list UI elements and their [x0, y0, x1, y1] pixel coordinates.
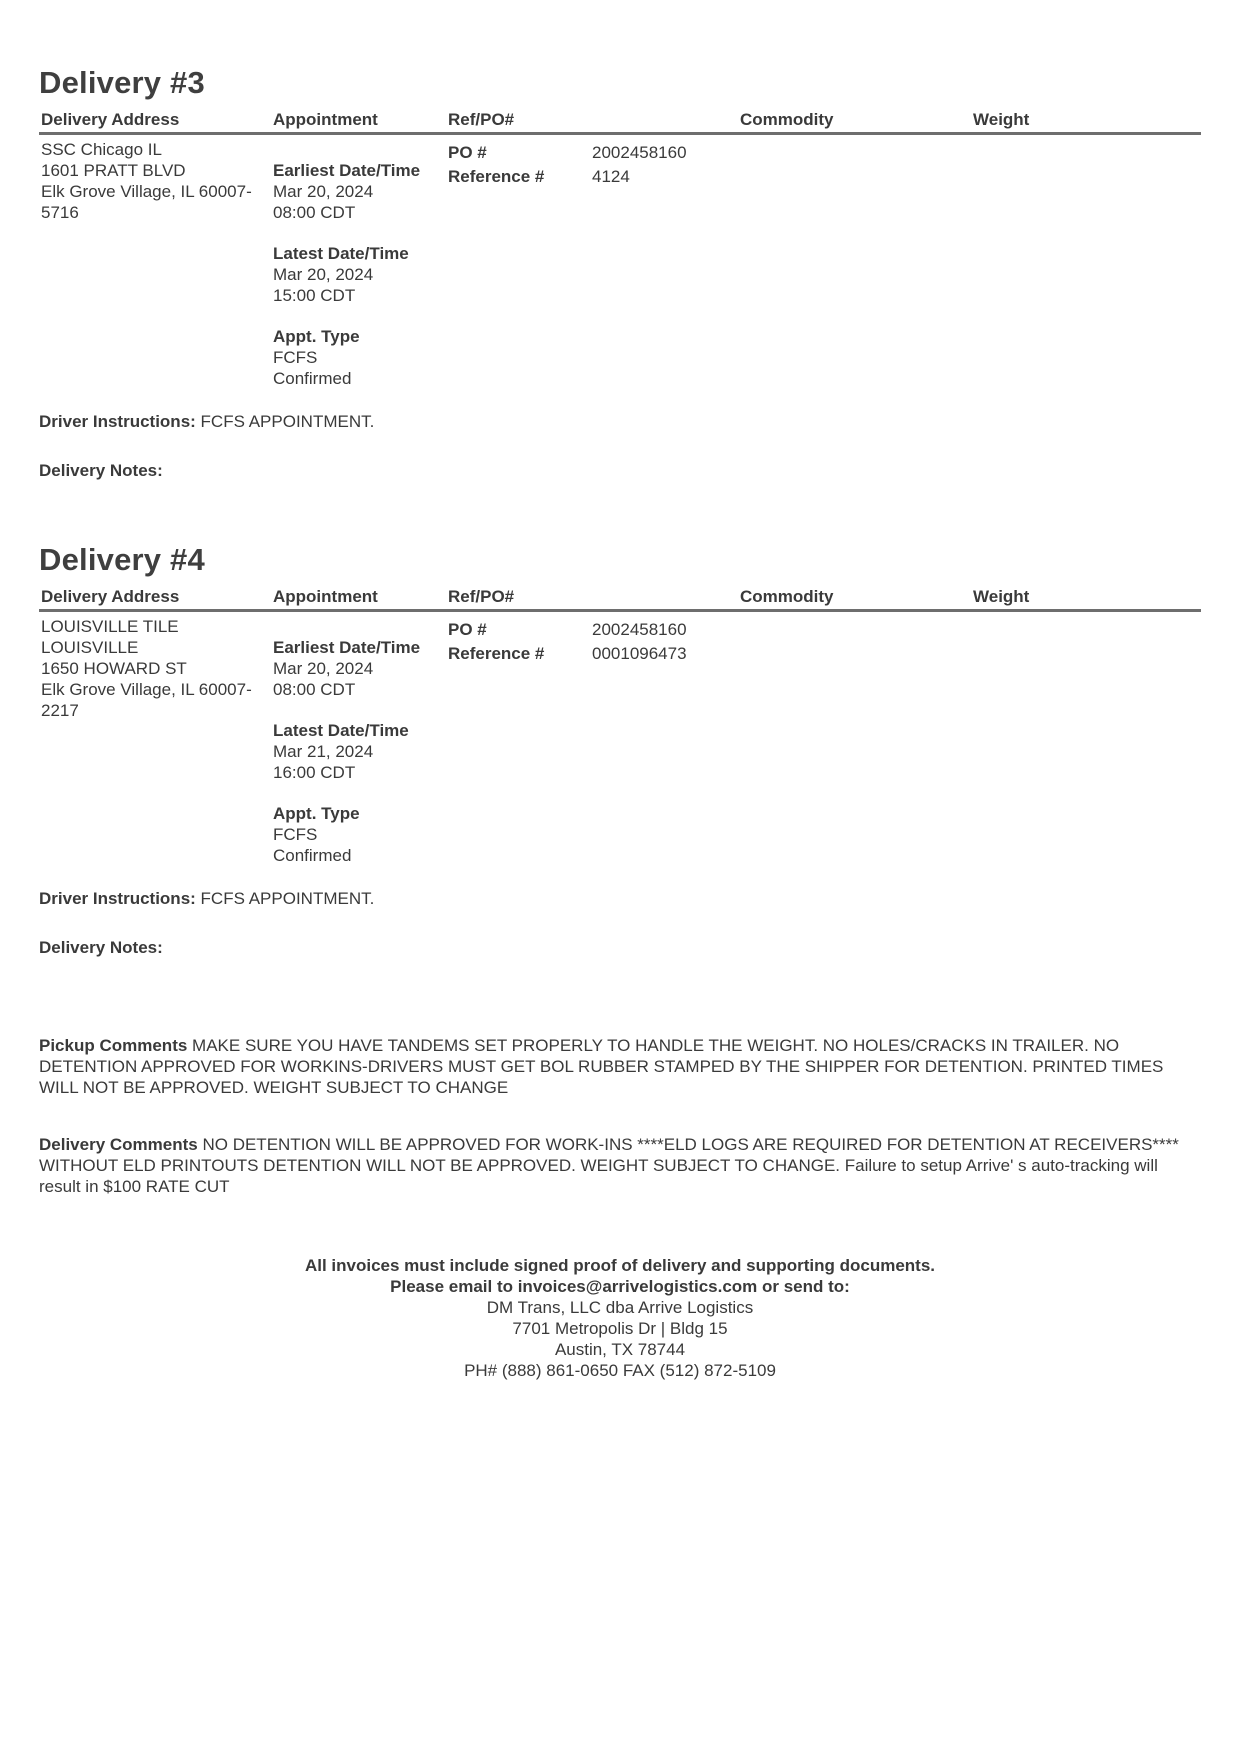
footer-phone: PH# (888) 861-0650 FAX (512) 872-5109 [464, 1361, 776, 1380]
reference-label: Reference # [448, 644, 545, 663]
po-value: 2002458160 [592, 143, 687, 162]
header-weight: Weight [973, 110, 1030, 129]
table-header [39, 106, 1201, 135]
header-commodity: Commodity [740, 110, 834, 129]
appt-type-block [273, 326, 443, 389]
earliest-time: 08:00 CDT [273, 203, 356, 222]
appt-type-label: Appt. Type [273, 327, 360, 346]
delivery-notes-label: Delivery Notes: [39, 938, 163, 957]
appt-type: FCFS [273, 825, 318, 844]
driver-instructions-label: Driver Instructions: [39, 412, 196, 431]
appt-status: Confirmed [273, 369, 352, 388]
delivery-address [41, 616, 256, 721]
appt-type: FCFS [273, 348, 318, 367]
address-line: SSC Chicago IL [41, 140, 162, 159]
driver-instructions-text: FCFS APPOINTMENT. [200, 412, 375, 431]
earliest-date: Mar 20, 2024 [273, 182, 374, 201]
latest-block [273, 243, 443, 306]
driver-instructions-text: FCFS APPOINTMENT. [200, 889, 375, 908]
earliest-label: Earliest Date/Time [273, 161, 421, 180]
delivery-notes [39, 937, 1201, 959]
latest-label: Latest Date/Time [273, 244, 409, 263]
appointment-details [273, 637, 443, 886]
address-line: 2217 [41, 701, 79, 720]
driver-instructions-label: Driver Instructions: [39, 889, 196, 908]
header-ref-po: Ref/PO# [448, 587, 515, 606]
delivery-comments-text: NO DETENTION WILL BE APPROVED FOR WORK-INS ****ELD LOGS ARE REQUIRED FOR DETENTION AT RECEIVERS**** WITHOUT ELD PRINTOUTS DETENTION WILL NOT BE APPROVED. WEIGHT SUBJECT TO CHANGE. Failure to setup Arrive' s auto-tracking will result in $100 RATE CUT [39, 1135, 1179, 1196]
appt-type-block [273, 803, 443, 866]
page [39, 60, 1201, 1380]
address-line: Elk Grove Village, IL 60007- [41, 680, 252, 699]
address-line: LOUISVILLE TILE LOUISVILLE [41, 617, 179, 657]
header-weight: Weight [973, 587, 1030, 606]
delivery-row [39, 135, 1201, 411]
pickup-comments [39, 1035, 1201, 1098]
earliest-date: Mar 20, 2024 [273, 659, 374, 678]
pickup-comments-label: Pickup Comments [39, 1036, 188, 1055]
reference-value: 4124 [592, 167, 630, 186]
appt-status: Confirmed [273, 846, 352, 865]
delivery-notes-label: Delivery Notes: [39, 461, 163, 480]
delivery-title: Delivery #3 [39, 65, 205, 100]
appointment-details [273, 160, 443, 409]
delivery-comments [39, 1134, 1201, 1197]
delivery-section-3 [39, 60, 1201, 482]
latest-date: Mar 21, 2024 [273, 742, 374, 761]
header-delivery-address: Delivery Address [41, 587, 180, 606]
delivery-section-4 [39, 537, 1201, 959]
footer-city: Austin, TX 78744 [554, 1340, 686, 1359]
po-value: 2002458160 [592, 620, 687, 639]
footer-street: 7701 Metropolis Dr | Bldg 15 [512, 1319, 728, 1338]
latest-date: Mar 20, 2024 [273, 265, 374, 284]
delivery-title: Delivery #4 [39, 542, 205, 577]
footer-email-notice: Please email to invoices@arrivelogistics.com or send to: [390, 1277, 850, 1296]
pickup-comments-text: MAKE SURE YOU HAVE TANDEMS SET PROPERLY TO HANDLE THE WEIGHT. NO HOLES/CRACKS IN TRAILER. NO DETENTION APPROVED FOR WORKINS-DRIVERS MUST GET BOL RUBBER STAMPED BY THE SHIPPER FOR DETENTION. PRINTED TIMES WILL NOT BE APPROVED. WEIGHT SUBJECT TO CHANGE [39, 1036, 1164, 1097]
earliest-time: 08:00 CDT [273, 680, 356, 699]
delivery-notes [39, 460, 1201, 482]
header-commodity: Commodity [740, 587, 834, 606]
latest-label: Latest Date/Time [273, 721, 409, 740]
driver-instructions [39, 411, 1201, 433]
address-line: 1650 HOWARD ST [41, 659, 187, 678]
address-line: 1601 PRATT BLVD [41, 161, 186, 180]
reference-label: Reference # [448, 167, 545, 186]
header-appointment: Appointment [273, 110, 378, 129]
header-appointment: Appointment [273, 587, 378, 606]
earliest-block [273, 160, 443, 223]
po-label: PO # [448, 620, 487, 639]
footer-company: DM Trans, LLC dba Arrive Logistics [486, 1298, 754, 1317]
latest-block [273, 720, 443, 783]
po-label: PO # [448, 143, 487, 162]
header-ref-po: Ref/PO# [448, 110, 515, 129]
header-delivery-address: Delivery Address [41, 110, 180, 129]
table-header [39, 583, 1201, 612]
delivery-comments-label: Delivery Comments [39, 1135, 198, 1154]
delivery-address [41, 139, 256, 223]
earliest-label: Earliest Date/Time [273, 638, 421, 657]
delivery-row [39, 612, 1201, 888]
latest-time: 16:00 CDT [273, 763, 356, 782]
address-line: Elk Grove Village, IL 60007- [41, 182, 252, 201]
earliest-block [273, 637, 443, 700]
footer-invoice-notice: All invoices must include signed proof of delivery and supporting documents. [304, 1256, 936, 1275]
invoice-footer [39, 1255, 1201, 1381]
reference-value: 0001096473 [592, 644, 687, 663]
latest-time: 15:00 CDT [273, 286, 356, 305]
address-line: 5716 [41, 203, 79, 222]
driver-instructions [39, 888, 1201, 910]
appt-type-label: Appt. Type [273, 804, 360, 823]
